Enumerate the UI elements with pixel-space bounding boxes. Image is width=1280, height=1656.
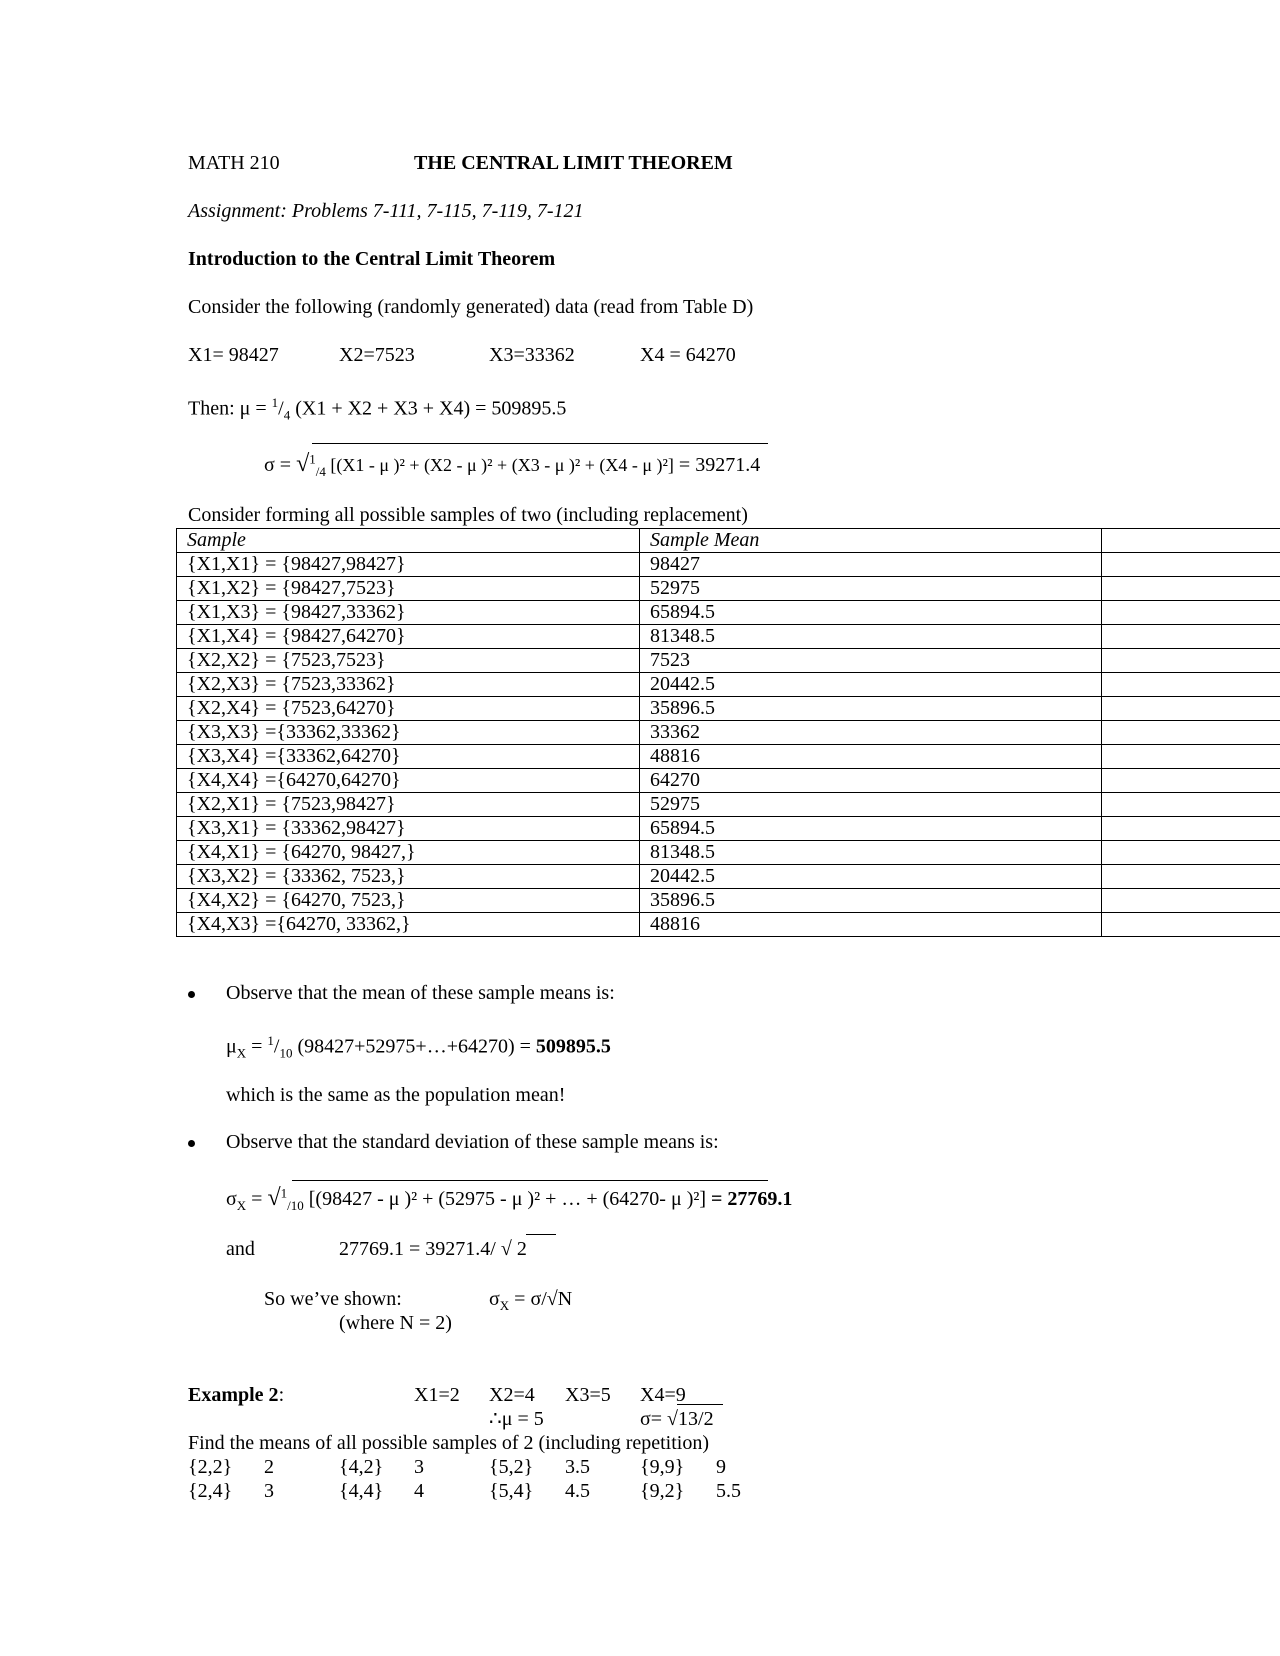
population-sd-formula (264, 452, 760, 480)
mean-cell: 81348.5 (640, 625, 1102, 649)
samples-table (176, 528, 1280, 937)
sample-cell: {X1,X1} = {98427,98427} (177, 553, 640, 577)
sample-cell: {X4,X3} ={64270, 33362,} (177, 913, 640, 937)
table-header-row (177, 529, 1280, 553)
bullet-icon (188, 1140, 195, 1147)
shown-rest: = σ/√N (509, 1288, 573, 1310)
empty-cell (1102, 841, 1280, 865)
sample-cell: {X3,X4} ={33362,64270} (177, 745, 640, 769)
mean-cell: 33362 (640, 721, 1102, 745)
mux-den: 10 (279, 1045, 293, 1061)
empty-cell (1102, 745, 1280, 769)
where-n-text: (where N = 2) (339, 1312, 452, 1334)
sigma-body: [(X1 - μ )² + (X2 - μ )² + (X3 - μ )² + (X4 - μ )²] (325, 455, 674, 475)
example2-x1: X1=2 (414, 1384, 460, 1406)
sigmax-result: = 27769.1 (706, 1188, 793, 1210)
header-sample-mean: Sample Mean (640, 529, 1102, 553)
table-row (177, 721, 1280, 745)
sample-cell: {X3,X1} = {33362,98427} (177, 817, 640, 841)
observe-mean-text: Observe that the mean of these sample means is: (226, 982, 615, 1004)
pair-sample: {4,4} (339, 1480, 384, 1502)
table-row (177, 913, 1280, 937)
sample-cell: {X2,X1} = {7523,98427} (177, 793, 640, 817)
sigma-result: = 39271.4 (673, 454, 761, 476)
empty-cell (1102, 865, 1280, 889)
pair-mean: 3.5 (565, 1456, 590, 1478)
mean-cell: 52975 (640, 577, 1102, 601)
mean-cell: 7523 (640, 649, 1102, 673)
and-word: and (226, 1238, 255, 1260)
empty-cell (1102, 817, 1280, 841)
shown-label: So we’ve shown: (264, 1288, 402, 1310)
sample-mean-formula (226, 1034, 611, 1062)
mean-cell: 20442.5 (640, 865, 1102, 889)
table-row (177, 889, 1280, 913)
sample-cell: {X2,X3} = {7523,33362} (177, 673, 640, 697)
shown-prefix: σ (489, 1288, 500, 1310)
data-value-x4: X4 = 64270 (640, 344, 736, 366)
empty-cell (1102, 673, 1280, 697)
table-row (177, 769, 1280, 793)
pair-mean: 4 (414, 1480, 424, 1502)
pair-mean: 4.5 (565, 1480, 590, 1502)
mux-prefix: μ (226, 1035, 237, 1058)
sqrt-icon: √ (296, 451, 310, 477)
pair-sample: {2,4} (188, 1480, 233, 1502)
shown-formula (489, 1288, 572, 1314)
table-row (177, 865, 1280, 889)
shown-sub: X (499, 1298, 510, 1313)
table-row (177, 817, 1280, 841)
samples-intro: Consider forming all possible samples of two (including replacement) (188, 504, 748, 526)
example2-underline (677, 1404, 723, 1405)
example2-title: Example 2 (188, 1384, 279, 1406)
pair-sample: {5,2} (489, 1456, 534, 1478)
example2-colon: : (278, 1384, 285, 1406)
assignment-line: Assignment: Problems 7-111, 7-115, 7-119, 7-121 (188, 200, 584, 222)
mean-cell: 52975 (640, 793, 1102, 817)
table-row (177, 697, 1280, 721)
same-as-population-text: which is the same as the population mean! (226, 1084, 566, 1106)
table-row (177, 601, 1280, 625)
sample-cell: {X4,X2} = {64270, 7523,} (177, 889, 640, 913)
intro-heading: Introduction to the Central Limit Theorem (188, 248, 556, 270)
mean-cell: 35896.5 (640, 889, 1102, 913)
pair-mean: 9 (716, 1456, 726, 1478)
empty-cell (1102, 697, 1280, 721)
mu-fraction-slash: / (278, 397, 284, 420)
sample-cell: {X3,X2} = {33362, 7523,} (177, 865, 640, 889)
data-value-x2: X2=7523 (339, 344, 415, 366)
consider-data-text: Consider the following (randomly generated) data (read from Table D) (188, 296, 754, 318)
pair-mean: 2 (264, 1456, 274, 1478)
sample-cell: {X1,X4} = {98427,64270} (177, 625, 640, 649)
mean-cell: 48816 (640, 913, 1102, 937)
sigmax-num: 1 (280, 1185, 288, 1201)
sigma-radical-bar (312, 443, 768, 444)
sample-sd-formula (226, 1186, 792, 1214)
pair-sample: {2,2} (188, 1456, 233, 1478)
example2-sigma: σ= √13/2 (640, 1408, 714, 1430)
table-row (177, 553, 1280, 577)
mu-rest: (X1 + X2 + X3 + X4) = 509895.5 (290, 397, 567, 420)
mux-sub: X (236, 1045, 247, 1061)
example2-x4: X4=9 (640, 1384, 686, 1406)
mux-eq: = (246, 1035, 268, 1058)
sigmax-radical-bar (292, 1180, 768, 1181)
mux-result: 509895.5 (535, 1035, 611, 1058)
mean-cell: 20442.5 (640, 673, 1102, 697)
pair-mean: 3 (414, 1456, 424, 1478)
sample-cell: {X1,X3} = {98427,33362} (177, 601, 640, 625)
sample-cell: {X3,X3} ={33362,33362} (177, 721, 640, 745)
sample-cell: {X1,X2} = {98427,7523} (177, 577, 640, 601)
sigmax-prefix: σ (226, 1188, 237, 1210)
pair-sample: {5,4} (489, 1480, 534, 1502)
empty-cell (1102, 625, 1280, 649)
table-row (177, 649, 1280, 673)
table-row (177, 577, 1280, 601)
sample-cell: {X4,X1} = {64270, 98427,} (177, 841, 640, 865)
pair-sample: {4,2} (339, 1456, 384, 1478)
empty-cell (1102, 601, 1280, 625)
empty-cell (1102, 793, 1280, 817)
mean-cell: 48816 (640, 745, 1102, 769)
pair-mean: 3 (264, 1480, 274, 1502)
example2-mu: ∴μ = 5 (489, 1408, 544, 1430)
sigmax-den: /10 (287, 1198, 304, 1213)
table-row (177, 673, 1280, 697)
bullet-icon (188, 991, 195, 998)
example2-find: Find the means of all possible samples of 2 (including repetition) (188, 1432, 710, 1454)
sample-cell: {X4,X4} ={64270,64270} (177, 769, 640, 793)
mu-prefix: Then: μ = (188, 397, 272, 420)
sample-cell: {X2,X2} = {7523,7523} (177, 649, 640, 673)
table-row (177, 793, 1280, 817)
empty-cell (1102, 649, 1280, 673)
mux-num: 1 (267, 1033, 274, 1048)
sigmax-body: [(98427 - μ )² + (52975 - μ )² + … + (64270- μ )²] (303, 1188, 707, 1210)
mean-cell: 64270 (640, 769, 1102, 793)
example2-x3: X3=5 (565, 1384, 611, 1406)
sample-cell: {X2,X4} = {7523,64270} (177, 697, 640, 721)
pair-mean: 5.5 (716, 1480, 741, 1502)
table-row (177, 625, 1280, 649)
mean-cell: 65894.5 (640, 817, 1102, 841)
observe-sd-text: Observe that the standard deviation of these sample means is: (226, 1131, 719, 1153)
mean-cell: 35896.5 (640, 697, 1102, 721)
mu-fraction-den: 4 (283, 407, 291, 423)
sqrt-icon: √ (267, 1185, 281, 1211)
data-value-x3: X3=33362 (489, 344, 575, 366)
sqrt2-bar (526, 1234, 556, 1235)
and-equation: 27769.1 = 39271.4/ √ 2 (339, 1238, 527, 1260)
empty-cell (1102, 889, 1280, 913)
mean-cell: 98427 (640, 553, 1102, 577)
empty-cell (1102, 769, 1280, 793)
empty-cell (1102, 913, 1280, 937)
course-code: MATH 210 (188, 152, 280, 174)
empty-cell (1102, 553, 1280, 577)
sigma-prefix: σ = (264, 454, 297, 476)
sigmax-sub: X (236, 1198, 247, 1213)
mean-cell: 81348.5 (640, 841, 1102, 865)
mu-fraction-num: 1 (271, 395, 279, 410)
mux-slash: / (273, 1035, 280, 1058)
sigma-fraction-num: 1 (309, 451, 316, 467)
sigma-fraction-den: /4 (315, 464, 326, 479)
pair-sample: {9,9} (640, 1456, 685, 1478)
header-sample: Sample (177, 529, 640, 553)
page-title: THE CENTRAL LIMIT THEOREM (414, 152, 733, 174)
population-mean-formula (188, 396, 566, 424)
example2-label (188, 1384, 284, 1407)
data-value-x1: X1= 98427 (188, 344, 279, 366)
mean-cell: 65894.5 (640, 601, 1102, 625)
table-row (177, 841, 1280, 865)
empty-cell (1102, 577, 1280, 601)
table-row (177, 745, 1280, 769)
mux-body: (98427+52975+…+64270) = (292, 1035, 536, 1058)
header-empty (1102, 529, 1280, 553)
example2-x2: X2=4 (489, 1384, 535, 1406)
empty-cell (1102, 721, 1280, 745)
pair-sample: {9,2} (640, 1480, 685, 1502)
sigmax-eq: = (246, 1188, 268, 1210)
